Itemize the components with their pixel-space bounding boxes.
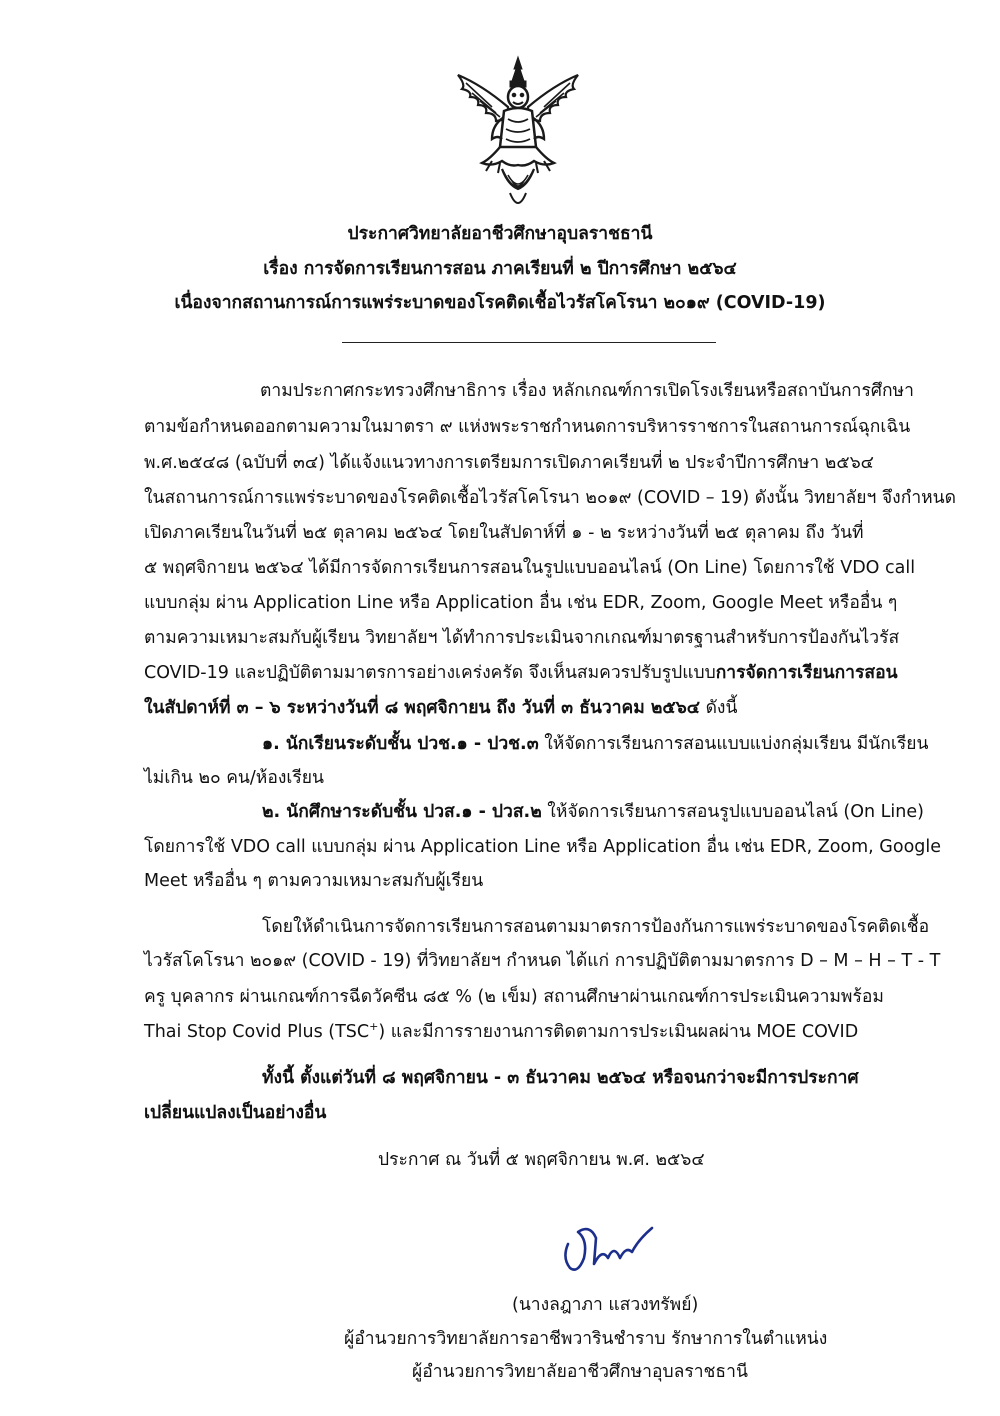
signer-position-acting: ผู้อำนวยการวิทยาลัยอาชีวศึกษาอุบลราชธานี [412, 1362, 748, 1382]
announcement-subtitle: เนื่องจากสถานการณ์การแพร่ระบาดของโรคติดเชื้อไวรัสโคโรนา ๒๐๑๙ (COVID-19) [174, 293, 826, 313]
announcement-date: ประกาศ ณ วันที่ ๕ พฤศจิกายน พ.ศ. ๒๕๖๔ [378, 1150, 705, 1170]
announcement-subject: เรื่อง การจัดการเรียนการสอน ภาคเรียนที่ ๒ ปีการศึกษา ๒๕๖๔ [263, 259, 737, 279]
list-item [262, 729, 928, 757]
effective-period: ทั้งนี้ ตั้งแต่วันที่ ๘ พฤศจิกายน - ๓ ธันวาคม ๒๕๖๔ หรือจนกว่าจะมีการประกาศ [262, 1068, 859, 1088]
list-item-text: ให้จัดการเรียนการสอนแบบแบ่งกลุ่มเรียน มีนักเรียน [538, 734, 929, 754]
paragraph-line [144, 1017, 858, 1045]
handwritten-signature-icon [560, 1218, 660, 1274]
list-item-text: ให้จัดการเรียนการสอนรูปแบบออนไลน์ (On Line) [541, 802, 924, 822]
list-item-heading: ๒. นักศึกษาระดับชั้น ปวส.๑ - ปวส.๒ [262, 802, 542, 822]
paragraph-line: เปิดภาคเรียนในวันที่ ๒๕ ตุลาคม ๒๕๖๔ โดยในสัปดาห์ที่ ๑ - ๒ ระหว่างวันที่ ๒๕ ตุลาคม ถึง วันที่ [144, 523, 864, 543]
signer-name: (นางลฎาภา แสวงทรัพย์) [512, 1295, 699, 1315]
paragraph-text: COVID-19 และปฏิบัติตามมาตรการอย่างเคร่งครัด จึงเห็นสมควรปรับรูปแบบ [144, 663, 716, 683]
garuda-emblem-icon [452, 55, 584, 215]
effective-period-continuation: เปลี่ยนแปลงเป็นอย่างอื่น [144, 1103, 327, 1123]
paragraph-text: Thai Stop Covid Plus (TSC [144, 1022, 370, 1042]
paragraph-line [144, 693, 737, 721]
header-divider [342, 342, 716, 343]
paragraph-line: พ.ศ.๒๕๔๘ (ฉบับที่ ๓๔) ได้แจ้งแนวทางการเตรียมการเปิดภาคเรียนที่ ๒ ประจำปีการศึกษา ๒๕๖๔ [144, 453, 874, 473]
signer-position: ผู้อำนวยการวิทยาลัยการอาชีพวารินชำราบ รักษาการในตำแหน่ง [344, 1329, 828, 1349]
paragraph-line: แบบกลุ่ม ผ่าน Application Line หรือ Application อื่น เช่น EDR, Zoom, Google Meet หรืออื่น ๆ [144, 593, 898, 613]
paragraph-line: โดยให้ดำเนินการจัดการเรียนการสอนตามมาตรการป้องกันการแพร่ระบาดของโรคติดเชื้อ [262, 917, 930, 937]
list-item-continuation: โดยการใช้ VDO call แบบกลุ่ม ผ่าน Application Line หรือ Application อื่น เช่น EDR, Zoom, Google [144, 837, 942, 857]
paragraph-line: ตามความเหมาะสมกับผู้เรียน วิทยาลัยฯ ได้ทำการประเมินจากเกณฑ์มาตรฐานสำหรับการป้องกันไวรัส [144, 628, 900, 648]
paragraph-line: ในสถานการณ์การแพร่ระบาดของโรคติดเชื้อไวรัสโคโรนา ๒๐๑๙ (COVID – 19) ดังนั้น วิทยาลัยฯ จึงกำหนด [144, 488, 957, 508]
list-item-continuation: Meet หรืออื่น ๆ ตามความเหมาะสมกับผู้เรียน [144, 871, 484, 891]
list-item-heading: ๑. นักเรียนระดับชั้น ปวช.๑ - ปวช.๓ [262, 734, 539, 754]
paragraph-line: ตามข้อกำหนดออกตามความในมาตรา ๙ แห่งพระราชกำหนดการบริหารราชการในสถานการณ์ฉุกเฉิน [144, 417, 911, 437]
paragraph-text: ดังนี้ [700, 698, 738, 718]
paragraph-line: ตามประกาศกระทรวงศึกษาธิการ เรื่อง หลักเกณฑ์การเปิดโรงเรียนหรือสถาบันการศึกษา [260, 381, 914, 401]
announcement-title: ประกาศวิทยาลัยอาชีวศึกษาอุบลราชธานี [347, 224, 653, 244]
paragraph-line: ครู บุคลากร ผ่านเกณฑ์การฉีดวัคซีน ๘๕ % (๒ เข็ม) สถานศึกษาผ่านเกณฑ์การประเมินความพร้อม [144, 987, 884, 1007]
superscript: + [369, 1020, 379, 1034]
paragraph-line [144, 658, 898, 686]
paragraph-emphasis: การจัดการเรียนการสอน [715, 663, 898, 683]
list-item [262, 797, 924, 825]
paragraph-line: ไวรัสโคโรนา ๒๐๑๙ (COVID - 19) ที่วิทยาลัยฯ กำหนด ได้แก่ การปฏิบัติตามมาตรการ D – M – H – T - T [144, 951, 941, 971]
paragraph-emphasis: ในสัปดาห์ที่ ๓ – ๖ ระหว่างวันที่ ๘ พฤศจิกายน ถึง วันที่ ๓ ธันวาคม ๒๕๖๔ [144, 698, 700, 718]
paragraph-text: ) และมีการรายงานการติดตามการประเมินผลผ่าน MOE COVID [378, 1022, 859, 1042]
paragraph-line: ๕ พฤศจิกายน ๒๕๖๔ ได้มีการจัดการเรียนการสอนในรูปแบบออนไลน์ (On Line) โดยการใช้ VDO call [144, 558, 916, 578]
list-item-continuation: ไม่เกิน ๒๐ คน/ห้องเรียน [144, 768, 324, 788]
